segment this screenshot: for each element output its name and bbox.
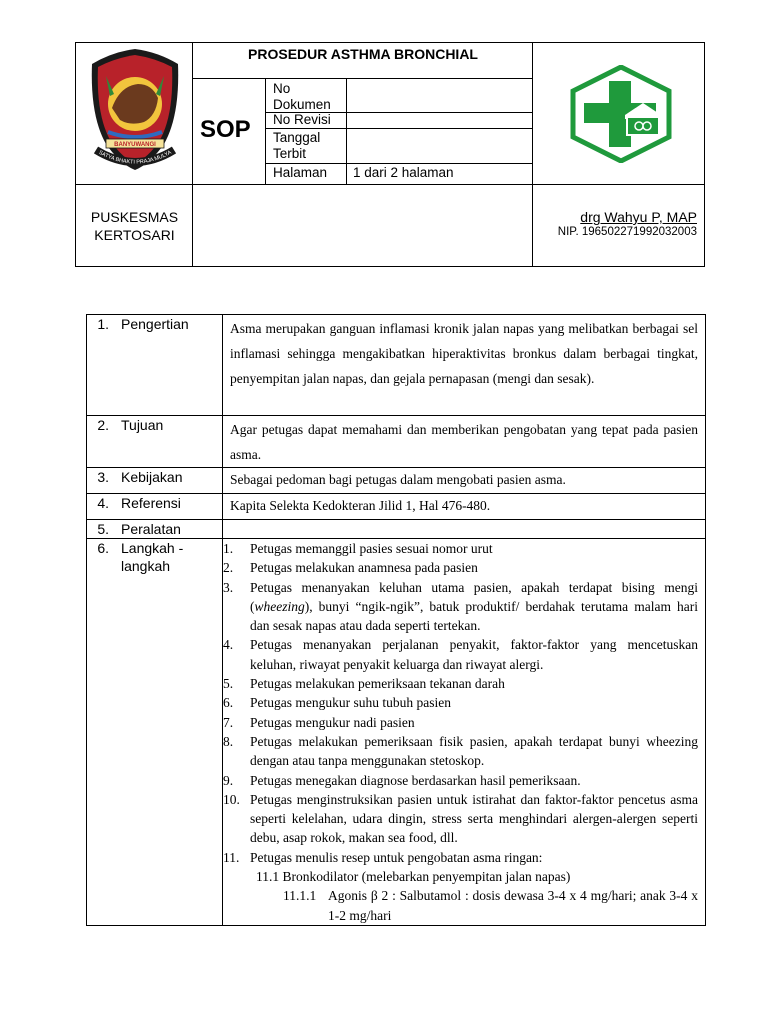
section-label: Referensi <box>121 495 181 511</box>
steps-cell <box>223 539 706 926</box>
field-label-tanggal-terbit: Tanggal Terbit <box>273 130 321 161</box>
sub-sub-item: 11.1.1 Agonis β 2 : Salbutamol : dosis dewasa 3-4 x 4 mg/hari; anak 3-4 x 1-2 mg/hari <box>283 888 698 923</box>
section-label: Tujuan <box>121 417 164 433</box>
svg-text:BANYUWANGI: BANYUWANGI <box>114 142 156 148</box>
list-item: 7. Petugas mengukur nadi pasien <box>223 714 415 730</box>
section-text <box>223 520 706 539</box>
list-item: 9. Petugas menegakan diagnose berdasarkan hasil pemeriksaan. <box>223 772 581 788</box>
field-label-no-revisi: No Revisi <box>273 112 331 127</box>
list-item: 3. Petugas menanyakan keluhan utama pasien, apakah terdapat bising mengi (wheezing), bunyi “ngik-ngik”, batuk produktif/ berdahak terutama malam hari dan sesak napas atau dada seperti tertekan. <box>223 579 698 634</box>
table-row: 2. Tujuan Agar petugas dapat memahami dan memberikan pengobatan yang tepat pada pasien asma. <box>87 416 706 468</box>
signer-nip: NIP. 196502271992032003 <box>557 226 697 238</box>
signer-block <box>533 208 705 238</box>
section-label: Peralatan <box>121 521 181 537</box>
organization-name: PUSKESMAS KERTOSARI <box>90 209 179 243</box>
table-row: 3. Kebijakan Sebagai pedoman bagi petugas dalam mengobati pasien asma. <box>87 468 706 494</box>
field-value-halaman: 1 dari 2 halaman <box>353 165 454 180</box>
list-item: 4. Petugas menanyakan perjalanan penyakit, faktor-faktor yang mencetuskan keluhan, riwayat penyakit keluarga dan riwayat alergi. <box>223 637 698 672</box>
signer-name: drg Wahyu P, MAP <box>580 209 697 225</box>
table-row: 4. Referensi Kapita Selekta Kedokteran Jilid 1, Hal 476-480. <box>87 494 706 520</box>
sop-label: SOP <box>200 116 251 143</box>
procedure-table <box>86 314 706 926</box>
section-label: Pengertian <box>121 316 189 332</box>
table-row: 6. Langkah - langkah 1. Petugas memanggil pasies sesuai nomor urut 2. Petugas melakukan anamnesa pada pasien 3. Petugas menanyakan keluhan utama pasien, apakah terdapat bising mengi (wheezing), bunyi “ngik-ngik”, batuk produktif/ berdahak terutama malam hari dan sesak napas atau dada seperti tertekan. 4. Petugas menanyakan perjalanan penyakit, faktor-faktor yang mencetuskan keluhan, riwayat penyakit keluarga dan riwayat alergi. 5. Petugas melakukan pemeriksaan tekanan darah 6. Petugas mengukur suhu tubuh pasien 7. Petugas mengukur nadi pasien 8. Petugas melakukan pemeriksaan fisik pasien, apakah terdapat bunyi wheezing dengan atau tanpa menggunakan stetoskop. 9. Petugas menegakan diagnose berdasarkan hasil pemeriksaan. 10. Petugas menginstruksikan pasien untuk istirahat dan faktor-faktor pencetus asma seperti kelelahan, udara dingin, stress serta menghindari alergen-alergen seperti debu, asap rokok, makan sea food, dll. 11. Petugas menulis resep untuk pengobatan asma ringan: 11.1 Bronkodilator (melebarkan penyempitan jalan napas) 11.1.1 Agonis β 2 : Salbutamol : dosis dewasa 3-4 x 4 mg/hari; anak 3-4 x 1-2 mg/hari <box>87 539 706 926</box>
section-label: Kebijakan <box>121 469 183 485</box>
list-item: 11. Petugas menulis resep untuk pengobatan asma ringan: <box>223 849 543 865</box>
list-item: 6. Petugas mengukur suhu tubuh pasien <box>223 695 451 711</box>
banyuwangi-logo <box>86 46 184 183</box>
list-item: 2. Petugas melakukan anamnesa pada pasien <box>223 560 478 576</box>
svg-text:SATYA BHAKTI PRAJA MULYA: SATYA BHAKTI PRAJA MULYA <box>97 149 173 166</box>
sop-header <box>75 42 705 267</box>
field-label-halaman: Halaman <box>273 165 328 180</box>
sub-item: 11.1 Bronkodilator (melebarkan penyempitan jalan napas) <box>256 869 571 885</box>
table-row: 5. Peralatan <box>87 520 706 539</box>
list-item: 10. Petugas menginstruksikan pasien untuk istirahat dan faktor-faktor pencetus asma seperti kelelahan, udara dingin, stress serta menghindari alergen-alergen seperti debu, asap rokok, makan sea food, dll. <box>223 791 698 846</box>
section-text: Asma merupakan ganguan inflamasi kronik jalan napas yang melibatkan berbagai sel inflamasi sehingga mengakibatkan hiperaktivitas bronkus dalam berbagai tingkat, penyempitan jalan napas, dan gejala pernapasan (mengi dan sesak). <box>223 315 706 416</box>
section-text: Kapita Selekta Kedokteran Jilid 1, Hal 476-480. <box>223 494 706 520</box>
list-item: 5. Petugas melakukan pemeriksaan tekanan darah <box>223 676 505 692</box>
document-title: PROSEDUR ASTHMA BRONCHIAL <box>248 46 478 62</box>
table-row: 1. Pengertian Asma merupakan ganguan inflamasi kronik jalan napas yang melibatkan berbagai sel inflamasi sehingga mengakibatkan hiperaktivitas bronkus dalam berbagai tingkat, penyempitan jalan napas, dan gejala pernapasan (mengi dan sesak). <box>87 315 706 416</box>
puskesmas-logo <box>569 65 673 168</box>
list-item: 1. Petugas memanggil pasies sesuai nomor urut <box>223 541 493 556</box>
section-text: Agar petugas dapat memahami dan memberikan pengobatan yang tepat pada pasien asma. <box>223 416 706 468</box>
field-label-no-dokumen: No Dokumen <box>273 81 331 112</box>
list-item: 8. Petugas melakukan pemeriksaan fisik pasien, apakah terdapat bunyi wheezing dengan atau tanpa menggunakan stetoskop. <box>223 733 698 769</box>
section-text: Sebagai pedoman bagi petugas dalam mengobati pasien asma. <box>223 468 706 494</box>
section-label: Langkah - langkah <box>121 540 184 574</box>
